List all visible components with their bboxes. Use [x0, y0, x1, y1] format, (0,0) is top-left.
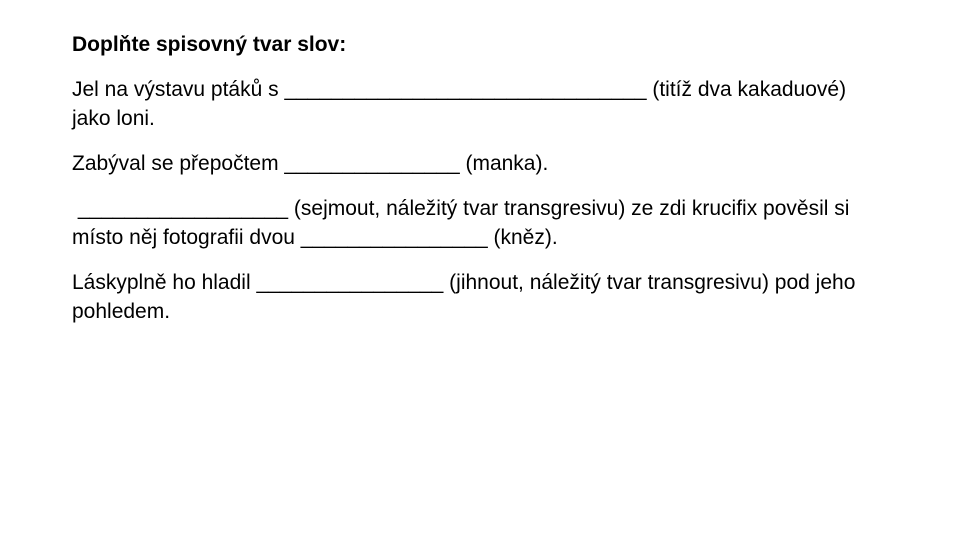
- exercise-content: [72, 30, 882, 342]
- exercise-sentence-3: __________________ (sejmout, náležitý tvar transgresivu) ze zdi krucifix pověsil si místo něj fotografii dvou ________________ (kněz).: [72, 197, 856, 249]
- exercise-sentence-2: Zabýval se přepočtem _______________ (manka).: [72, 152, 549, 175]
- exercise-sentence-1: Jel na výstavu ptáků s _______________________________ (titíž dva kakaduové) jako loni.: [72, 78, 852, 130]
- exercise-title: Doplňte spisovný tvar slov:: [72, 33, 347, 56]
- exercise-sentence-4: Láskyplně ho hladil ________________ (jihnout, náležitý tvar transgresivu) pod jeho pohledem.: [72, 271, 862, 323]
